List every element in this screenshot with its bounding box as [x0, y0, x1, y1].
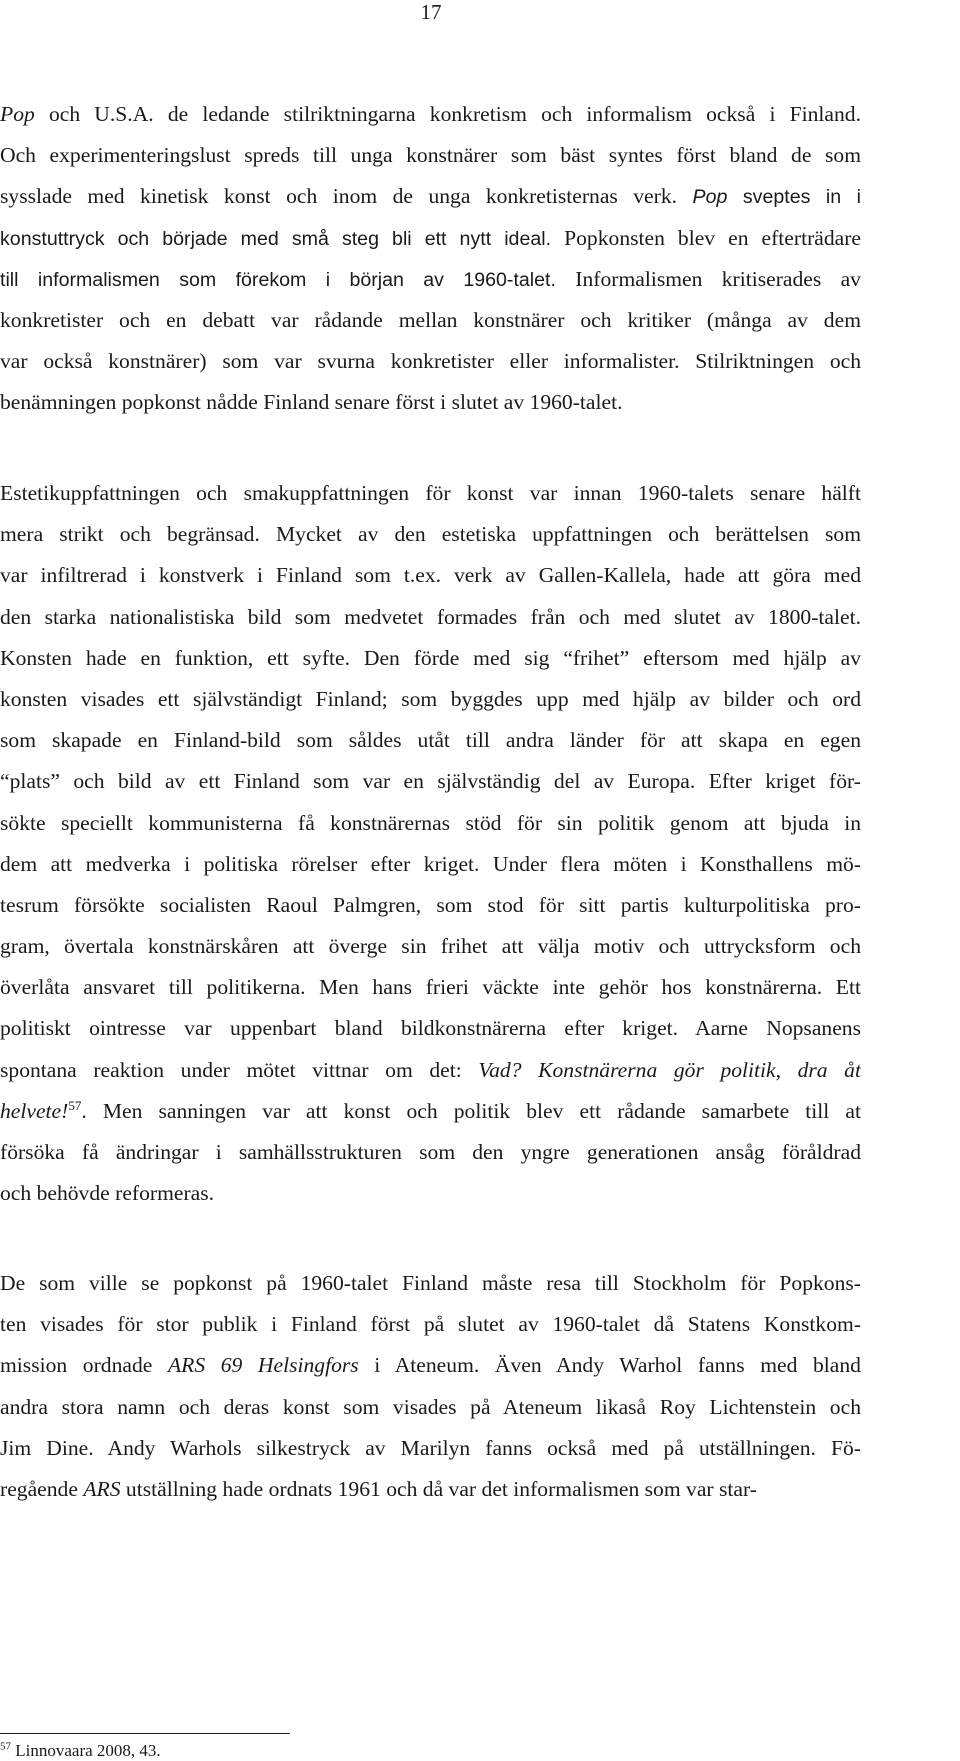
text-segment: var infiltrerad i konstverk i Finland som t.ex. verk av Gallen-Kallela, hade att göra med [0, 563, 861, 588]
text-segment: överlåta ansvaret till politikerna. Men hans frieri väckte inte gehör hos konstnärerna. Ett [0, 975, 861, 1000]
text-segment: ARS 69 Helsingfors [167, 1353, 359, 1378]
text-segment: den starka nationalistiska bild som medvetet formades från och med slutet av 1800-talet. [0, 604, 861, 629]
footnote-mark: 57 [0, 1740, 11, 1753]
text-line [0, 1050, 861, 1091]
text-segment: Jim Dine. Andy Warhols silkestryck av Marilyn fanns också med på utställningen. Fö- [0, 1435, 861, 1460]
text-segment: . Men sanningen var att konst och politik blev ett rådande samarbete till at [81, 1098, 861, 1123]
text-segment: andra stora namn och deras konst som visades på Ateneum likaså Roy Lichtenstein och [0, 1394, 861, 1419]
text-line [0, 135, 861, 176]
text-line [0, 1091, 861, 1132]
text-segment: Estetikuppfattningen och smakuppfattningen för konst var innan 1960-talets senare hälft [0, 481, 861, 505]
text-segment: regående [0, 1476, 84, 1501]
text-line [0, 967, 861, 1008]
text-line [0, 218, 861, 259]
footnote-text: Linnovaara 2008, 43. [11, 1741, 161, 1760]
text-segment: var också konstnärer) som var svurna konkretister eller informalister. Stilriktningen och [0, 349, 861, 374]
text-segment: tesrum försökte socialisten Raoul Palmgren, som stod för sitt partis kulturpolitiska pro- [0, 892, 861, 917]
text-line [0, 761, 861, 802]
text-segment: mission ordnade [0, 1353, 168, 1378]
text-line [0, 555, 861, 596]
page-number: 17 [420, 0, 442, 24]
text-segment: sveptes in i [727, 186, 861, 209]
text-line [0, 94, 861, 135]
text-segment: som skapade en Finland-bild som såldes utåt till andra länder för att skapa en egen [0, 728, 861, 753]
text-segment: utställning hade ordnats 1961 och då var det informalismen som var star- [120, 1476, 757, 1501]
footnote-separator [0, 1733, 290, 1734]
text-segment: Pop [692, 186, 728, 209]
text-line [0, 1132, 861, 1173]
text-segment: och U.S.A. de ledande stilriktningarna konkretism och informalism också i Finland. [34, 102, 861, 126]
text-segment: till informalismen som förekom i början av 1960-talet. [0, 268, 576, 291]
text-segment: ARS [83, 1476, 121, 1501]
text-line [0, 1173, 861, 1214]
paragraph-2 [0, 473, 861, 1214]
text-line [0, 1263, 861, 1304]
text-segment: mera strikt och begränsad. Mycket av den estetiska uppfattningen och berättelsen som [0, 522, 861, 547]
text-line [0, 176, 861, 217]
text-line [0, 1428, 861, 1469]
text-segment: sökte speciellt kommunisterna få konstnärernas stöd för sin politik genom att bjuda in [0, 810, 861, 835]
text-line [0, 300, 861, 341]
text-line [0, 1345, 861, 1386]
text-segment: i Ateneum. Även Andy Warhol fanns med bland [358, 1353, 861, 1378]
text-segment: De som ville se popkonst på 1960-talet Finland måste resa till Stockholm för Popkons- [0, 1271, 861, 1295]
text-segment: konstuttryck och började med små steg bli ett nytt ideal. [0, 227, 565, 250]
text-segment: Konsten hade en funktion, ett syfte. Den förde med sig “frihet” eftersom med hjälp av [0, 645, 861, 670]
text-line [0, 1008, 861, 1049]
text-line [0, 638, 861, 679]
paragraph-1 [0, 94, 861, 424]
text-segment: dem att medverka i politiska rörelser efter kriget. Under flera möten i Konsthallens mö- [0, 851, 861, 876]
text-segment: Popkonsten blev en efterträdare [564, 225, 861, 250]
text-line [0, 514, 861, 555]
text-segment: Pop [0, 102, 35, 126]
text-segment: helvete! [0, 1098, 69, 1123]
text-segment: konsten visades ett självständigt Finland; som byggdes upp med hjälp av bilder och ord [0, 686, 861, 711]
text-line [0, 926, 861, 967]
text-segment: “plats” och bild av ett Finland som var en självständig del av Europa. Efter kriget för- [0, 769, 861, 794]
footnote [0, 1741, 161, 1761]
text-line [0, 341, 861, 382]
text-segment: Vad? Konstnärerna gör politik, dra åt [478, 1057, 861, 1082]
text-line [0, 382, 861, 423]
footnote-reference: 57 [68, 1097, 82, 1113]
text-segment: ten visades för stor publik i Finland först på slutet av 1960-talet då Statens Konstkom- [0, 1312, 861, 1337]
text-line [0, 1387, 861, 1428]
text-segment: benämningen popkonst nådde Finland senare först i slutet av 1960-talet. [0, 390, 623, 415]
paragraph-3 [0, 1263, 861, 1510]
text-line [0, 597, 861, 638]
text-line [0, 720, 861, 761]
text-line [0, 679, 861, 720]
text-line [0, 1304, 861, 1345]
text-segment: försöka få ändringar i samhällsstrukturen som den yngre generationen ansåg föråldrad [0, 1140, 861, 1164]
text-segment: spontana reaktion under mötet vittnar om det: [0, 1057, 479, 1082]
text-segment: konkretister och en debatt var rådande mellan konstnärer och kritiker (många av dem [0, 307, 861, 332]
text-line [0, 844, 861, 885]
text-segment: Informalismen kritiserades av [575, 266, 861, 291]
text-segment: gram, övertala konstnärskåren att överge sin frihet att välja motiv och uttrycksform och [0, 934, 861, 959]
text-segment: Och experimenteringslust spreds till unga konstnärer som bäst syntes först bland de som [0, 143, 861, 168]
text-line [0, 1469, 861, 1510]
text-line [0, 473, 861, 514]
text-segment: politiskt ointresse var uppenbart bland bildkonstnärerna efter kriget. Aarne Nopsanens [0, 1016, 861, 1041]
text-line [0, 885, 861, 926]
text-segment: sysslade med kinetisk konst och inom de unga konkretisternas verk. [0, 184, 693, 209]
text-line [0, 259, 861, 300]
text-line [0, 803, 861, 844]
text-segment: och behövde reformeras. [0, 1181, 215, 1206]
